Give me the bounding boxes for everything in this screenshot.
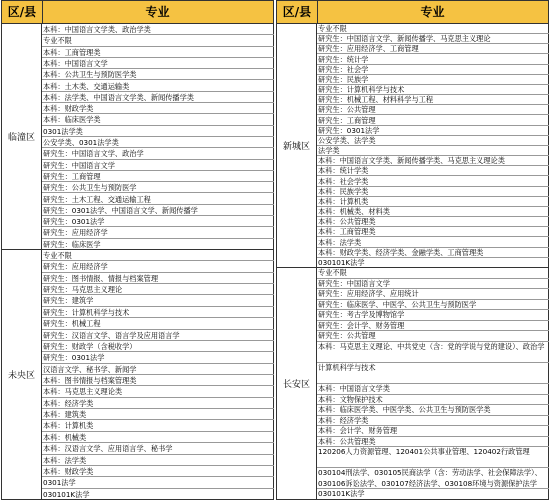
district-label: 长安区 [277, 268, 317, 500]
major-cell: 研究生：0301法学 [42, 216, 274, 227]
major-cell: 本科：法学类、中国语言文学类、新闻传播学类 [42, 92, 274, 103]
major-cell: 研究生：土木工程、交通运输工程 [42, 194, 274, 205]
major-cell: 本科：中国语言文学 [42, 58, 274, 69]
major-cell: 研究生：马克思主义理论 [42, 284, 274, 295]
major-cell: 本科：统计学类 [317, 166, 549, 176]
major-cell: 研究生：建筑学 [42, 295, 274, 306]
major-cell: 研究生：汉语言文学、语言学及应用语言学 [42, 330, 274, 341]
major-cell: 本科：财政学类、经济学类、金融学类、工商管理类 [317, 248, 549, 258]
major-cell: 研究生：工商管理 [42, 171, 274, 182]
district-label: 未央区 [2, 250, 42, 500]
major-cell: 研究生：计算机科学与技术 [42, 307, 274, 318]
major-cell: 本科：计算机类 [317, 197, 549, 207]
major-cell: 0301法学 [42, 477, 274, 488]
major-cell: 0301法学类 [42, 126, 274, 137]
major-cell: 本科：土木类、交通运输类 [42, 81, 274, 92]
major-cell: 研究生：机械工程、材料科学与工程 [317, 95, 549, 105]
major-cell: 本科：财政学类 [42, 466, 274, 477]
major-cell: 汉语言文学、秘书学、新闻学 [42, 364, 274, 375]
district-label: 临潼区 [2, 24, 42, 250]
major-cell: 研究生：财政学（含税收学） [42, 341, 274, 352]
major-cell: 本科：临床医学类 [42, 114, 274, 125]
major-cell: 本科：会计学、财务管理 [317, 426, 549, 437]
table-body-right [276, 24, 549, 500]
major-cell: 本科：文物保护技术 [317, 395, 549, 406]
major-cell: 本科：机械类、材料类 [317, 207, 549, 217]
major-cell: 研究生：考古学及博物馆学 [317, 310, 549, 321]
major-cell: 专业不限 [42, 250, 274, 261]
major-cell: 专业不限 [42, 35, 274, 46]
district-label: 新城区 [277, 24, 317, 268]
major-cell: 研究生：民族学 [317, 75, 549, 85]
major-cell: 研究生：计算机科学与技术 [317, 85, 549, 95]
major-cell: 研究生：中国语言文学、新闻传播学、马克思主义理论 [317, 34, 549, 44]
major-cell: 研究生：0301法学、中国语言文学、新闻传播学 [42, 205, 274, 216]
major-cell: 本科：汉语言文学、应用语言学、秘书学 [42, 443, 274, 454]
major-cell: 研究生：统计学 [317, 55, 549, 65]
major-cell: 研究生：公共管理 [317, 105, 549, 115]
table-right-half [276, 0, 549, 500]
major-cell: 本科：公共卫生与预防医学类 [42, 69, 274, 80]
major-cell: 120206人力资源管理、120401公共事业管理、120402行政管理 [317, 447, 549, 468]
major-cell: 研究生：中国语言文学 [42, 160, 274, 171]
major-cell: 专业不限 [317, 24, 549, 34]
major-cell: 本科：公共管理类 [317, 437, 549, 448]
major-cell: 本科：建筑类 [42, 409, 274, 420]
major-cell: 研究生：机械工程 [42, 318, 274, 329]
major-cell: 研究生：公共卫生与预防医学 [42, 182, 274, 193]
major-cell: 030104刑法学、030105民商法学（含：劳动法学、社会保障法学）、030106诉讼法学、030107经济法学、030108环境与资源保护法学 [317, 468, 549, 489]
header-major: 专业 [145, 5, 170, 19]
table-body-left [1, 24, 274, 500]
major-cell: 专业不限 [317, 268, 549, 279]
major-cell: 本科：法学类 [317, 238, 549, 248]
major-cell: 研究生：临床医学、中医学、公共卫生与预防医学 [317, 300, 549, 311]
major-cell: 030101K法学 [42, 489, 274, 500]
major-cell: 本科：计算机类 [42, 420, 274, 431]
major-cell: 本科：工商管理类 [317, 227, 549, 237]
major-cell: 本科：马克思主义理论类 [42, 386, 274, 397]
major-cell: 本科：社会学类 [317, 177, 549, 187]
major-cell: 研究生：工商管理 [317, 116, 549, 126]
major-cell: 本科：经济学类 [42, 398, 274, 409]
table-header-left [1, 0, 274, 24]
header-district: 区/县 [277, 1, 318, 23]
major-cell: 研究生：图书情报、情报与档案管理 [42, 273, 274, 284]
major-cell: 本科：财政学类 [42, 103, 274, 114]
major-cell: 研究生：应用经济学、工商管理 [317, 44, 549, 54]
major-cell: 本科：图书情报与档案管理类 [42, 375, 274, 386]
major-cell: 研究生：社会学 [317, 65, 549, 75]
major-cell: 本科：公共管理类 [317, 217, 549, 227]
header-district: 区/县 [2, 1, 43, 23]
major-cell: 本科：机械类 [42, 432, 274, 443]
major-cell: 研究生：0301法学 [317, 126, 549, 136]
header-major: 专业 [420, 5, 445, 19]
major-cell: 030101K法学 [317, 258, 549, 268]
table-left-half [1, 0, 274, 500]
major-cell: 研究生：应用经济学 [42, 227, 274, 238]
major-cell: 法学类 [317, 146, 549, 156]
major-cell: 公安学类、0301法学类 [42, 137, 274, 148]
major-cell: 本科：中国语言文学类、政治学类 [42, 24, 274, 35]
major-cell: 研究生：中国语言文学、政治学 [42, 148, 274, 159]
major-cell: 研究生：中国语言文学 [317, 279, 549, 290]
major-cell: 研究生：临床医学 [42, 239, 274, 250]
major-cell: 研究生：0301法学 [42, 352, 274, 363]
major-cell: 本科：法学类 [42, 455, 274, 466]
major-cell: 本科：临床医学类、中医学类、公共卫生与预防医学类 [317, 405, 549, 416]
major-cell: 公安学类、法学类 [317, 136, 549, 146]
major-cell: 研究生：应用经济学、应用统计 [317, 289, 549, 300]
major-cell: 本科：马克思主义理论、中共党史（含：党的学说与党的建设）、政治学 [317, 342, 549, 363]
major-cell: 本科：经济学类 [317, 416, 549, 427]
major-cell: 研究生：应用经济学 [42, 261, 274, 272]
table-header-right [276, 0, 549, 24]
major-cell: 本科：民族学类 [317, 187, 549, 197]
major-cell: 研究生：会计学、财务管理 [317, 321, 549, 332]
major-cell: 研究生：公共管理 [317, 331, 549, 342]
major-cell: 030101K法学 [317, 489, 549, 500]
major-cell: 本科：中国语言文学类 [317, 384, 549, 395]
major-cell: 本科：中国语言文学类、新闻传播学类、马克思主义理论类 [317, 156, 549, 166]
major-cell: 计算机科学与技术 [317, 363, 549, 384]
major-cell: 本科：工商管理类 [42, 47, 274, 58]
